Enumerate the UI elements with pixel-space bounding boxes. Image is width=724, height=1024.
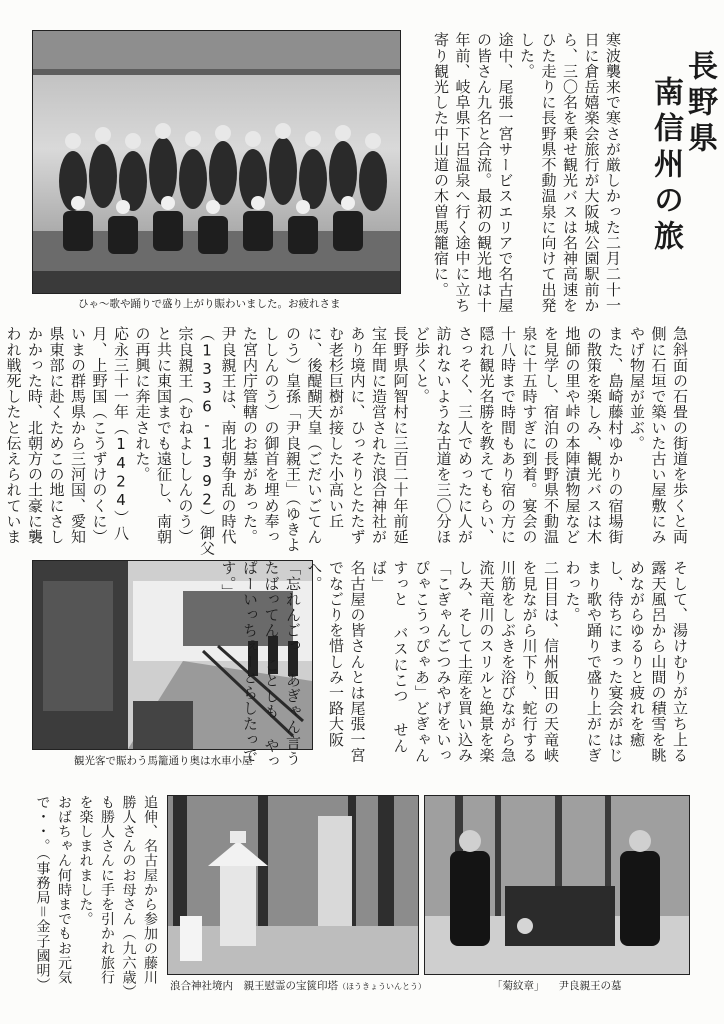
tomb-caption-label: 「菊紋章」 — [492, 980, 545, 992]
title-line2: 南信州の旅 — [648, 76, 683, 256]
intro-paragraph: 寒波襲来で寒さが厳しかった二月二十一日に倉岳嬉楽会旅行が大阪城公園駅前から、三〇名を乗せ観光バスは名神高速をひた走りに長野県不動温泉に向けて出発した。 途中、尾張一宮サービスエリアで名古屋の皆さん九名と合流。最初の観光地は十年前、岐阜県下呂温泉へ行く途中に立ち寄り観光した中山道の木曽馬籠宿に。 — [432, 32, 622, 313]
main-article-text: 急斜面の石畳の街道を歩くと両側に石垣で築いた古い屋敷にみやげ物屋が並ぶ。 また、島崎藤村ゆかりの宿場街の散策を楽しみ、観光バスは木地師の里や峠の本陣漬物屋などを見学し、宿泊の長野県不動温泉に十五時すぎに到着。宴会の十八時まで時間もあり宿の方に隠れ観光名勝を教えてもらい、さっそく、三人でめったに人が訪れないような古道を三〇分ほど歩くと。 長野県阿智村に三百二十年前延宝年間に造営された浪合神社があり境内に、ひっそりとたたずむ老杉巨樹が接した小高い丘に、後醍醐天皇（ごだいごてんのう）皇孫「尹良親王」（ゆきよししんのう）の御首を埋め奉った宮内庁管轄のお墓があった。 尹良親王は、南北朝争乱の時代（1336-1392）御父宗良親王（むねよししんのう）と共に東国までも遠征し、南朝の再興に奔走された。 応永三十一年（1424）八月、上野国（こうずけのくに）いまの群馬県から三河国、愛知県東部に赴くためこの地にさしかかった時、北朝方の土豪に襲われ戦死したと伝えられていま — [4, 326, 689, 556]
shrine-photo-caption — [170, 978, 426, 993]
group-photo — [32, 30, 401, 294]
title-line1: 長野県 — [682, 50, 717, 158]
tomb-photo — [424, 795, 690, 975]
group-photo-caption: ひゃ～歌や踊りで盛り上がり賑わいました。お疲れさま — [78, 298, 341, 310]
shrine-photo — [167, 795, 419, 975]
shrine-caption-text: 浪合神社境内 親王慰霊の宝篋印塔 — [170, 980, 338, 992]
street-photo-caption: 観光客で賑わう馬籠通り奥は水車小屋 — [74, 755, 253, 767]
tomb-photo-caption — [492, 978, 622, 993]
tomb-caption-text: 尹良親王の墓 — [558, 980, 622, 992]
shrine-caption-ruby: （ほうきょういんとう） — [338, 982, 426, 991]
postscript-text: 追伸、名古屋から参加の藤川勝人さんのお母さん（九六歳）も勝人さんに手を引かれ旅行を楽しまれました。 おばちゃん何時までもお元気で・・。（事務局＝金子國明） — [34, 795, 158, 993]
article-title — [636, 50, 716, 290]
second-day-text: そして、湯けむりが立ち上る露天風呂から山間の積雪を眺めながらゆるりと疲れを癒し、待ちにまった宴会がはじまり歌や踊りで盛り上がにぎわった。 二日目は、信州飯田の天竜峡を見ながら川下り、蛇行する川筋をしぶきを浴びながら急流天竜川のスリルと絶景を楽しみ、そして土産を買い込み「こぎゃんごつみやげをいっぴゃこうっぴゃあ」どぎゃんすっと バスにこつ せんば」 名古屋の皆さんとは尾張一宮でなごりを惜しみ一路大阪へ。 「忘れんごっ あぎゃん言うたばってん ことしも やっぱーいっちぇーとらしたっです。」 — [219, 560, 689, 769]
